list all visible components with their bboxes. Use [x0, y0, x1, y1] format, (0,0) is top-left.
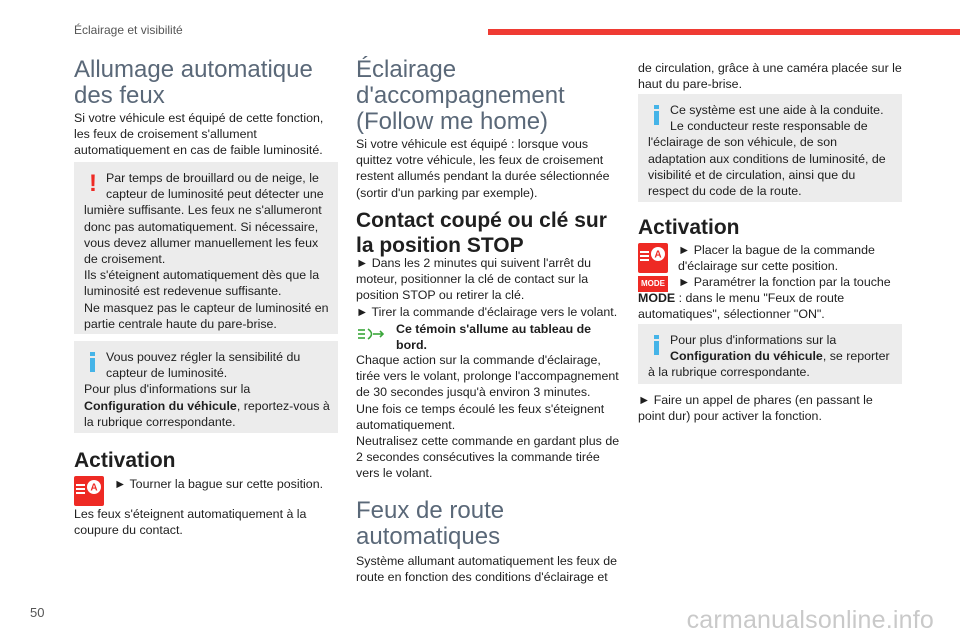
follow-me-home-body: Chaque action sur la commande d'éclairage, tirée vers le volant, prolonge l'accompagnement de 30 secondes jusqu'à environ 3 minutes. Une fois ce temps écoulé les feux s'éteignent automatiquement. Neutralisez cette commande en gardant plus de 2 secondes consécutives la commande tirée vers le volant. — [356, 353, 620, 481]
info-box — [74, 341, 338, 433]
watermark: carmanualsonline.info — [686, 606, 934, 634]
heading-activation: Activation — [74, 449, 176, 472]
auto-high-beam-intro: Système allumant automatiquement les feux de route en fonction des conditions d'éclairage et — [356, 554, 618, 585]
info-box-driving-aid — [638, 94, 902, 202]
follow-me-home-intro: Si votre véhicule est équipé : lorsque vous quittez votre véhicule, les feux de croisement restent allumés pendant la durée sélectionnée (sortir d'un parking par exemple). — [356, 137, 610, 200]
indicator-text: Ce témoin s'allume au tableau de bord. — [396, 322, 592, 353]
info-text-configuration: Pour plus d'informations sur la Configuration du véhicule, se reporter à la rubrique correspondante. — [648, 333, 890, 380]
step-flash-headlights: ► Faire un appel de phares (en passant le point dur) pour activer la fonction. — [638, 393, 873, 424]
heading-activation-high-beam: Activation — [638, 216, 740, 239]
heading-follow-me-home: Éclairage d'accompagnement (Follow me home) — [356, 56, 565, 135]
info-text: Vous pouvez régler la sensibilité du capteur de luminosité. Pour plus d'informations sur la Configuration du véhicule, reportez-vous à la rubrique correspondante. — [84, 350, 330, 429]
info-icon — [648, 332, 670, 362]
heading-contact-off: Contact coupé ou clé sur la position STOP — [356, 209, 607, 257]
step-mode-menu: ► Paramétrer la fonction par la touche MODE : dans le menu "Feux de route automatiques", sélectionner "ON". — [638, 275, 891, 322]
auto-high-beam-continued: de circulation, grâce à une caméra placée sur le haut du pare-brise. — [638, 61, 902, 92]
follow-me-home-indicator-icon — [356, 322, 386, 346]
intro-paragraph: Si votre véhicule est équipé de cette fonction, les feux de croisement s'allument automatiquement en cas de faible luminosité. — [74, 111, 324, 158]
heading-auto-high-beam: Feux de route automatiques — [356, 497, 505, 550]
warning-exclamation-icon: ! — [89, 170, 97, 197]
svg-text:A: A — [654, 249, 662, 261]
info-text-driving-aid: Ce système est une aide à la conduite. Le conducteur reste responsable de l'éclairage de son véhicule, de son adaptation aux conditions de luminosité, de visibilité et de circulation, ainsi que du respect du code de la route. — [648, 103, 886, 199]
step-pull-lever: ► Tirer la commande d'éclairage vers le volant. — [356, 305, 618, 319]
mode-button-icon: MODE — [638, 276, 668, 292]
activation-step: ► Tourner la bague sur cette position. — [114, 477, 324, 491]
section-header-bar — [488, 29, 960, 35]
info-icon — [84, 349, 106, 379]
svg-text:A: A — [90, 482, 98, 494]
step-set-ring: ► Placer la bague de la commande d'éclairage sur cette position. — [678, 243, 875, 274]
info-icon — [648, 102, 670, 132]
outro-paragraph: Les feux s'éteignent automatiquement à la coupure du contact. — [74, 507, 307, 538]
step-key-stop: ► Dans les 2 minutes qui suivent l'arrêt du moteur, positionner la clé de contact sur la position STOP ou retirer la clé. — [356, 256, 592, 303]
info-box-configuration — [638, 324, 902, 384]
heading-auto-lighting: Allumage automatique des feux — [74, 56, 313, 109]
page-number: 50 — [30, 605, 45, 620]
auto-headlight-icon — [638, 243, 668, 273]
warning-box — [74, 162, 338, 334]
section-header-title: Éclairage et visibilité — [74, 23, 183, 37]
warning-text: Par temps de brouillard ou de neige, le capteur de luminosité peut détecter une lumière suffisante. Les feux ne s'allumeront donc pas automatiquement. Si nécessaire, vous devez allumer manuellement les feux de croisement. Ils s'éteignent automatiquement dès que la luminosité est redevenue suffisante. Ne masquez pas le capteur de luminosité en partie centrale haute du pare-brise. — [84, 171, 329, 331]
auto-headlight-icon — [74, 476, 104, 506]
